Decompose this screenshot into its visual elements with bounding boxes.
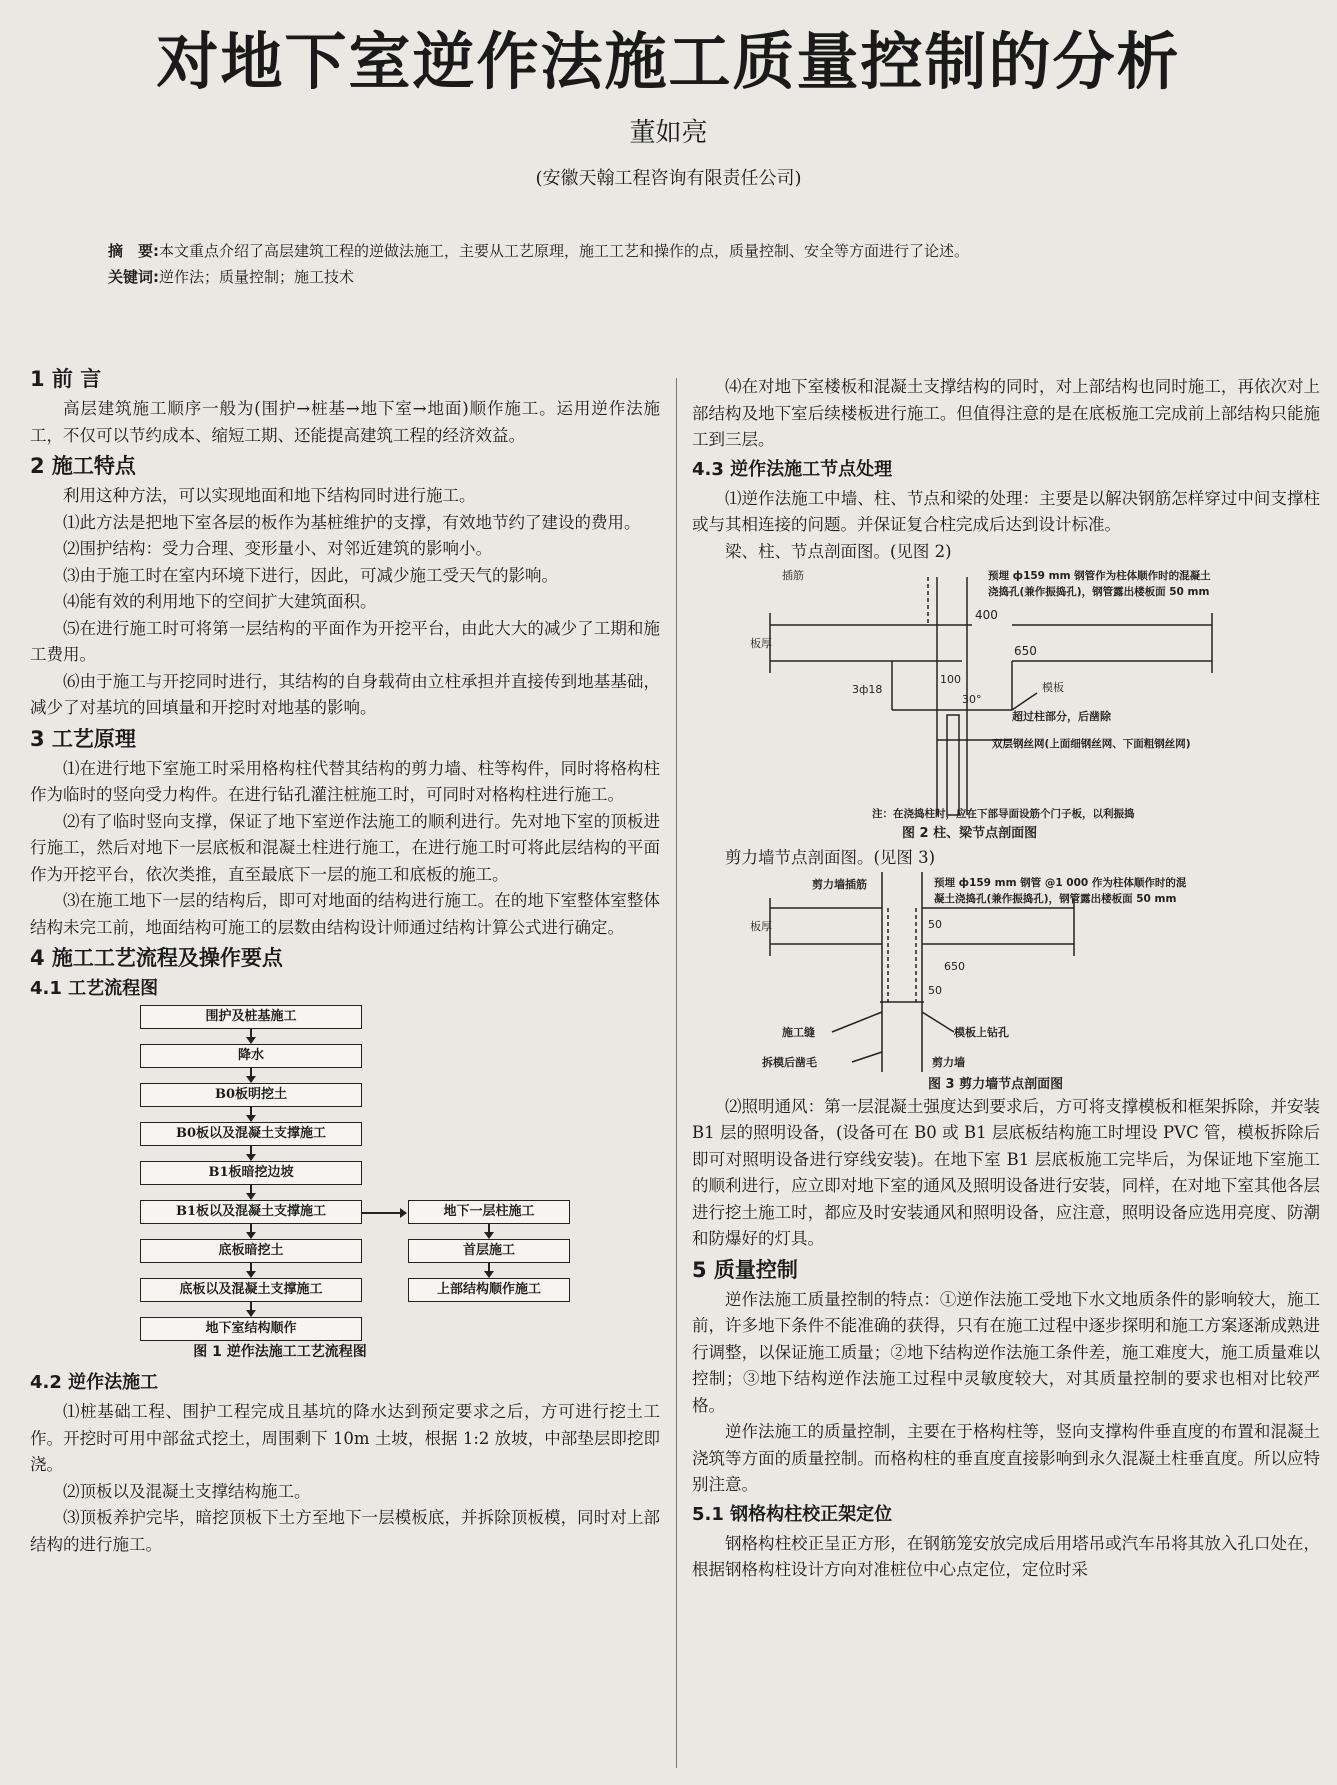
- figure-note: 注：在浇捣柱时，应在下部导面设筋个门子板，以利振捣: [872, 808, 1135, 820]
- flow-step: 上部结构顺作施工: [408, 1278, 570, 1302]
- flow-arrow: [250, 1146, 252, 1160]
- paragraph: ⑵有了临时竖向支撑，保证了地下室逆作法施工的顺利进行。先对地下室的顶板进行施工，然后对地下一层底板和混凝土柱进行施工，在进行施工时可将此层结构的平面作为开挖平台，依次类推，直至最底下一层的施工和底板的施工。: [30, 811, 660, 884]
- subsection-heading: 4.1 工艺流程图: [30, 978, 159, 999]
- dimension-label: 400: [975, 608, 998, 622]
- section-heading: 2 施工特点: [30, 454, 136, 478]
- flow-step: 地下一层柱施工: [408, 1200, 570, 1224]
- figure-caption: 图 2 柱、梁节点剖面图: [902, 826, 1038, 841]
- slab-thickness-label: 板厚: [750, 637, 772, 650]
- paragraph: ⑷能有效的利用地下的空间扩大建筑面积。: [63, 592, 377, 611]
- flow-step: B1板暗挖边坡: [140, 1161, 362, 1185]
- author-affiliation: (安徽天翰工程咨询有限责任公司): [535, 168, 802, 189]
- column-divider: [676, 378, 677, 1768]
- figure-note: 预埋 ф159 mm 钢管作为柱体顺作时的混凝土: [988, 570, 1211, 582]
- article-title: 对地下室逆作法施工质量控制的分析: [156, 25, 1181, 98]
- drill-leader: [922, 1012, 954, 1032]
- lattice-column: [947, 715, 959, 815]
- dimension-label: 50: [928, 917, 942, 931]
- flow-arrow: [488, 1263, 490, 1277]
- abstract-label: 摘 要:: [108, 242, 159, 260]
- angle-label: 30°: [962, 693, 982, 706]
- abstract-text: 本文重点介绍了高层建筑工程的逆做法施工，主要从工艺原理，施工工艺和操作的点，质量控制、安全等方面进行了论述。: [159, 242, 970, 260]
- paragraph: 逆作法施工质量控制的特点：①逆作法施工受地下水文地质条件的影响较大，施工前，许多地下条件不能准确的获得，只有在施工过程中逐步探明和施工方案逐渐成熟进行调整，以保证施工质量；②地下结构逆作法施工条件差，施工难度大，施工质量难以控制；③地下结构逆作法施工过程中灵敏度较大，对其质量控制的要求也相对比较严格。: [692, 1289, 1320, 1415]
- flow-step: 底板暗挖土: [140, 1239, 362, 1263]
- wall-label: 剪力墙: [932, 1055, 965, 1069]
- paragraph: ⑸在进行施工时可将第一层结构的平面作为开挖平台，由此大大的减少了工期和施工费用。: [30, 618, 660, 664]
- paragraph: ⑴逆作法施工中墙、柱、节点和梁的处理：主要是以解决钢筋怎样穿过中间支撑柱或与其相连接的问题。并保证复合柱完成后达到设计标准。: [692, 488, 1320, 534]
- figure-note: 凝土浇捣孔(兼作振捣孔)，钢管露出楼板面 50 mm: [934, 892, 1177, 905]
- flow-step: 降水: [140, 1044, 362, 1068]
- section-heading: 5 质量控制: [692, 1257, 798, 1282]
- joint-leader: [832, 1012, 882, 1032]
- flow-arrow: [488, 1224, 490, 1238]
- formwork-leader: [1012, 693, 1037, 710]
- slab-thickness-label: 板厚: [750, 919, 772, 933]
- subsection-heading: 4.3 逆作法施工节点处理: [692, 458, 893, 480]
- right-column: [692, 374, 1320, 1584]
- keywords-text: 逆作法；质量控制；施工技术: [159, 268, 355, 286]
- flow-step: 首层施工: [408, 1239, 570, 1263]
- cut-label: 超过柱部分，后凿除: [1012, 710, 1111, 723]
- section-heading: 4 施工工艺流程及操作要点: [30, 946, 283, 970]
- joint-label: 施工缝: [782, 1025, 815, 1039]
- paragraph: ⑷在对地下室楼板和混凝土支撑结构的同时，对上部结构也同时施工，再依次对上部结构及地下室后续楼板进行施工。但值得注意的是在底板施工完成前上部结构只能施工到三层。: [692, 377, 1320, 449]
- paragraph: 利用这种方法，可以实现地面和地下结构同时进行施工。: [63, 486, 476, 505]
- flow-step: B0板以及混凝土支撑施工: [140, 1122, 362, 1146]
- flow-arrow: [362, 1212, 406, 1214]
- dimension-label: 50: [928, 983, 942, 997]
- figure-note: 浇捣孔(兼作振捣孔)，钢管露出楼板面 50 mm: [988, 586, 1210, 598]
- dimension-label: 650: [1014, 644, 1037, 658]
- formwork-label: 模板: [1042, 681, 1064, 694]
- flow-arrow: [250, 1224, 252, 1238]
- dimension-label: 100: [940, 673, 961, 686]
- flow-arrow: [250, 1302, 252, 1316]
- flow-arrow: [250, 1029, 252, 1043]
- abstract: [108, 238, 1248, 264]
- flow-step: 围护及桩基施工: [140, 1005, 362, 1029]
- drill-label: 模板上钻孔: [954, 1025, 1009, 1039]
- flow-step: 地下室结构顺作: [140, 1317, 362, 1341]
- figure-note: 预埋 ф159 mm 钢管 @1 000 作为柱体顺作时的混: [934, 876, 1187, 889]
- author-name: 董如亮: [629, 118, 708, 148]
- subsection-heading: 5.1 钢格构柱校正架定位: [692, 1503, 893, 1525]
- rough-leader: [852, 1052, 882, 1062]
- rebar-label: 剪力墙插筋: [812, 877, 867, 891]
- left-column: [30, 362, 660, 1558]
- flow-arrow: [250, 1263, 252, 1277]
- flow-arrow: [250, 1068, 252, 1082]
- mesh-label: 双层钢丝网(上面细钢丝网、下面粗钢丝网): [992, 738, 1191, 750]
- paragraph: 逆作法施工的质量控制，主要在于格构柱等，竖向支撑构件垂直度的布置和混凝土浇筑等方面的质量控制。而格构柱的垂直度直接影响到永久混凝土柱垂直度。所以应特别注意。: [692, 1422, 1320, 1494]
- dimension-label: 650: [944, 959, 965, 973]
- rebar-count-label: 3ф18: [852, 683, 883, 696]
- keywords: [108, 264, 1248, 290]
- flow-step: B0板明挖土: [140, 1083, 362, 1107]
- beam-column-joint-figure: [692, 565, 1320, 845]
- paragraph: ⑶在施工地下一层的结构后，即可对地面的结构进行施工。在的地下室整体室整体结构未完工前，地面结构可施工的层数由结构设计师通过结构计算公式进行确定。: [30, 891, 660, 937]
- figure-intro: 梁、柱、节点剖面图。(见图 2): [725, 541, 952, 561]
- paragraph: 钢格构柱校正呈正方形，在钢筋笼安放完成后用塔吊或汽车吊将其放入孔口处在，根据钢格构柱设计方向对准桩位中心点定位，定位时采: [692, 1533, 1320, 1579]
- paragraph: ⑹由于施工与开挖同时进行，其结构的自身载荷由立柱承担并直接传到地基基础，减少了对基坑的回填量和开挖时对地基的影响。: [30, 671, 660, 717]
- section-heading: 1 前 言: [30, 367, 102, 391]
- figure-intro: 剪力墙节点剖面图。(见图 3): [725, 848, 936, 867]
- shear-wall-joint-figure: [692, 872, 1320, 1094]
- paragraph: ⑵照明通风：第一层混凝土强度达到要求后，方可将支撑模板和框架拆除，并安装 B1 层的照明设备，(设备可在 B0 或 B1 层底板结构施工时埋设 PVC 管，模板拆除后即可对照明设备进行穿线安装)。在地下室 B1 层底板施工完毕后，为保证地下室施工的顺利进行，应立即对地下室的通风及照明设备进行安装，同样，在对地下室其他各层进行挖土施工时，都应及时安装通风和照明设备，应注意，照明设备应选用亮度、防潮和防爆好的灯具。: [692, 1096, 1320, 1248]
- figure-caption: 图 3 剪力墙节点剖面图: [928, 1076, 1064, 1092]
- flow-step: B1板以及混凝土支撑施工: [140, 1200, 362, 1224]
- rough-label: 拆模后凿毛: [762, 1055, 817, 1069]
- paragraph: ⑴此方法是把地下室各层的板作为基桩维护的支撑，有效地节约了建设的费用。: [63, 512, 641, 532]
- flow-step: 底板以及混凝土支撑施工: [140, 1278, 362, 1302]
- rebar-label: 插筋: [782, 569, 804, 582]
- figure-caption: 图 1 逆作法施工工艺流程图: [193, 1344, 367, 1360]
- paragraph: ⑶顶板养护完毕，暗挖顶板下土方至地下一层模板底，并拆除顶板模，同时对上部结构的进行施工。: [30, 1508, 660, 1554]
- subsection-heading: 4.2 逆作法施工: [30, 1372, 159, 1393]
- process-flowchart: [30, 1005, 660, 1367]
- paragraph: ⑵围护结构：受力合理、变形量小、对邻近建筑的影响小。: [63, 539, 492, 558]
- paragraph: ⑴桩基础工程、围护工程完成且基坑的降水达到预定要求之后，方可进行挖土工作。开挖时可用中部盆式挖土，周围剩下 10m 土坡，根据 1:2 放坡，中部垫层即挖即浇。: [30, 1402, 660, 1474]
- keywords-label: 关键词:: [108, 268, 159, 286]
- paragraph: ⑴在进行地下室施工时采用格构柱代替其结构的剪力墙、柱等构件，同时将格构柱作为临时的竖向受力构件。在进行钻孔灌注桩施工时，可同时对格构柱进行施工。: [30, 758, 660, 804]
- flow-arrow: [250, 1107, 252, 1121]
- paragraph: 高层建筑施工顺序一般为(围护→桩基→地下室→地面)顺作施工。运用逆作法施工，不仅可以节约成本、缩短工期、还能提高建筑工程的经济效益。: [30, 399, 660, 445]
- flow-arrow: [250, 1185, 252, 1199]
- paragraph: ⑵顶板以及混凝土支撑结构施工。: [63, 1481, 311, 1501]
- section-heading: 3 工艺原理: [30, 726, 136, 751]
- paragraph: ⑶由于施工时在室内环境下进行，因此，可减少施工受天气的影响。: [63, 565, 558, 585]
